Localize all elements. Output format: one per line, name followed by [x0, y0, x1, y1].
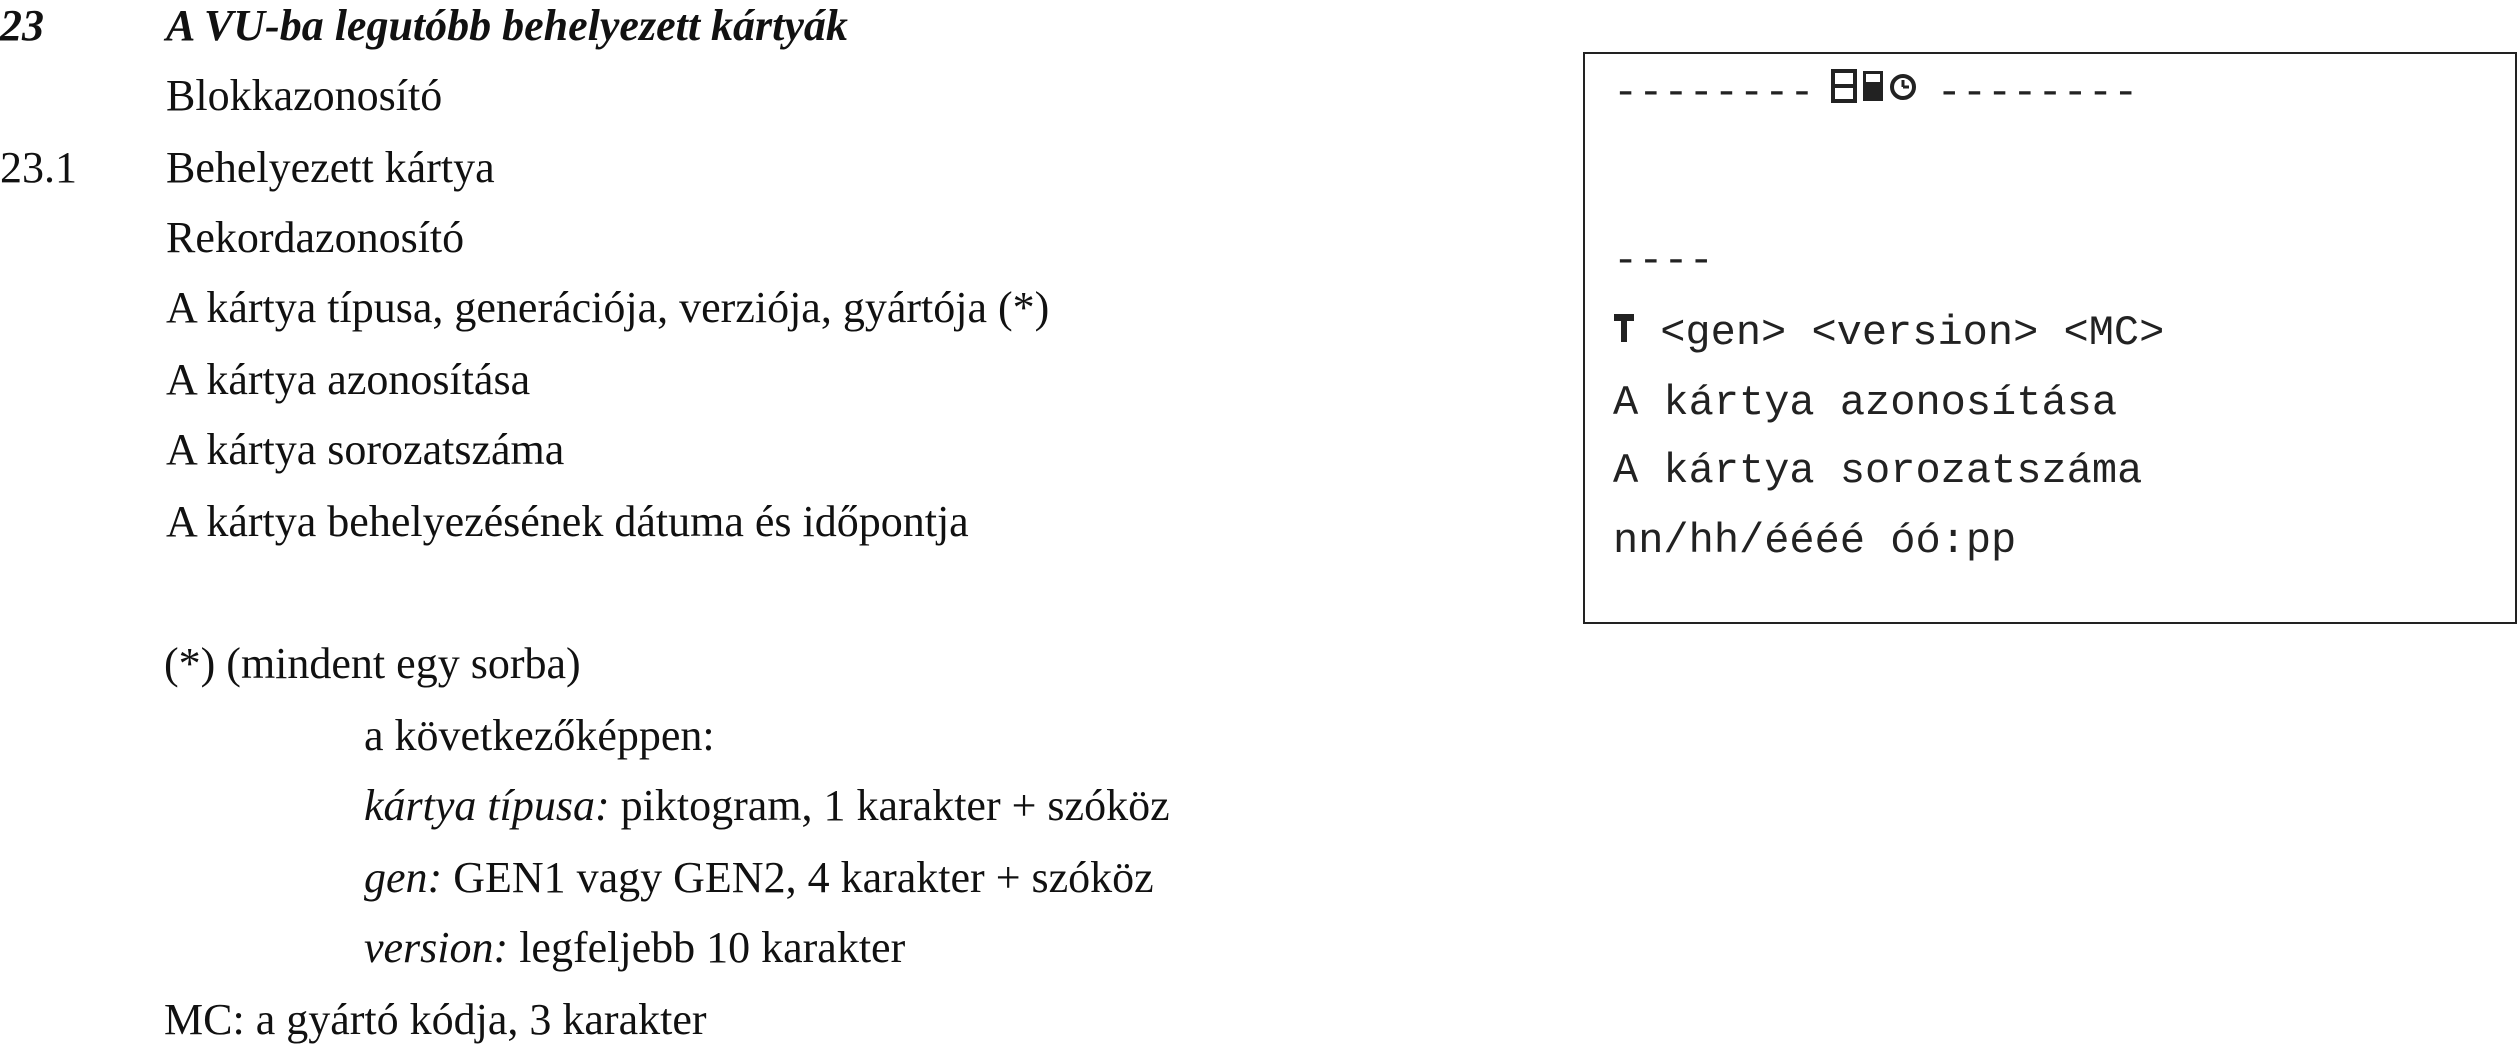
section-number: 23 — [0, 1, 44, 50]
footnote-line — [364, 922, 905, 974]
mc-line: MC: a gyártó kódja, 3 karakter — [164, 995, 707, 1044]
section-title: A VU-ba legutóbb behelyezett kártyák — [166, 1, 848, 50]
datetime-line: nn/hh/éééé óó:pp — [1613, 517, 2017, 565]
footnote-marker: (*) (mindent egy sorba) — [164, 639, 581, 688]
footnote-text: legfeljebb 10 karakter — [508, 923, 906, 972]
list-item: A kártya típusa, generációja, verziója, gyártója (*) — [166, 283, 1050, 332]
list-item: A kártya azonosítása — [166, 355, 531, 404]
footnote-term: version: — [364, 923, 509, 972]
footnote-text: GEN1 vagy GEN2, 4 karakter + szóköz — [442, 853, 1154, 902]
header-dashes-left: -------- — [1613, 69, 1815, 118]
footnote-line — [364, 780, 1170, 832]
card-type-icon — [1613, 308, 1635, 358]
footnote-line — [364, 852, 1154, 904]
card-id-line: A kártya azonosítása — [1613, 379, 2118, 427]
card-serial-line: A kártya sorozatszáma — [1613, 447, 2143, 495]
subsection-number: 23.1 — [0, 143, 77, 192]
header-dashes-right: -------- — [1936, 69, 2139, 118]
card-info-line — [1613, 308, 2164, 358]
subsection-title: Behelyezett kártya — [166, 143, 495, 192]
printout-box — [1583, 52, 2517, 624]
list-item: A kártya behelyezésének dátuma és időpontja — [166, 497, 969, 546]
footnote-term: kártya típusa: — [364, 781, 610, 830]
list-item: Rekordazonosító — [166, 213, 465, 262]
footnote-intro: a következőképpen: — [364, 711, 715, 760]
footnote-term: gen: — [364, 853, 443, 902]
printout-header — [1613, 68, 2138, 118]
record-dashes: ---- — [1613, 237, 1714, 285]
footnote-text: piktogram, 1 karakter + szóköz — [609, 781, 1170, 830]
header-icons — [1831, 68, 1921, 118]
list-item: A kártya sorozatszáma — [166, 425, 565, 474]
card-reader-icon — [1831, 68, 1921, 104]
card-info-text: <gen> <version> <MC> — [1660, 309, 2165, 358]
block-id-label: Blokkazonosító — [166, 71, 443, 120]
